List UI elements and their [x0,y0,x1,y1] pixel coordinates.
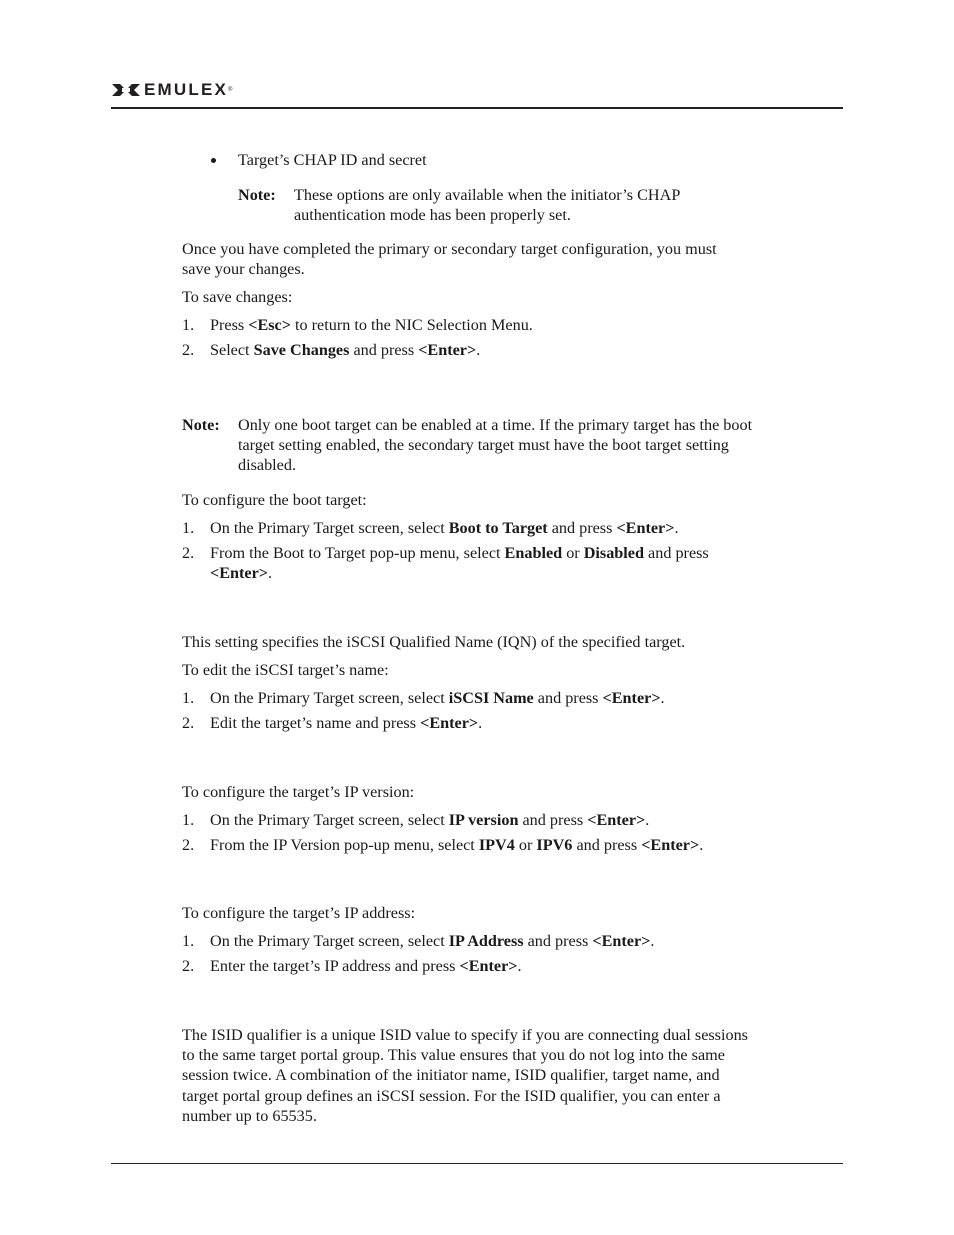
note-text: These options are only available when the initiator’s CHAP [294,186,681,204]
note-label: Note: [238,186,276,204]
logo-trademark: ® [228,87,233,93]
procedure-lead: To configure the target’s IP address: [182,904,416,922]
note-label: Note: [182,416,220,434]
paragraph: number up to 65535. [182,1107,317,1125]
step-number: 1. [182,689,195,707]
note-text: authentication mode has been properly set. [294,206,571,224]
note-text: target setting enabled, the secondary target must have the boot target setting [238,436,729,454]
step-number: 2. [182,957,195,975]
step-number: 1. [182,519,195,537]
step-number: 2. [182,544,195,562]
step-number: 2. [182,836,195,854]
step-number: 2. [182,341,195,359]
list-item: Target’s CHAP ID and secret [238,151,427,169]
paragraph: session twice. A combination of the initiator name, ISID qualifier, target name, and [182,1066,720,1084]
paragraph: Once you have completed the primary or secondary target configuration, you must [182,240,717,258]
bullet-icon [211,158,216,163]
step-text: <Enter>. [210,564,273,582]
step-text: On the Primary Target screen, select IP version and press <Enter>. [210,811,650,829]
emulex-logo [111,80,232,100]
note-text: disabled. [238,456,296,474]
emulex-mark-icon [111,82,141,98]
procedure-lead: To configure the boot target: [182,491,367,509]
paragraph: This setting specifies the iSCSI Qualified Name (IQN) of the specified target. [182,633,686,651]
procedure-lead: To configure the target’s IP version: [182,783,415,801]
step-number: 1. [182,316,195,334]
procedure-lead: To save changes: [182,288,293,306]
procedure-lead: To edit the iSCSI target’s name: [182,661,389,679]
paragraph: save your changes. [182,260,305,278]
step-text: Select Save Changes and press <Enter>. [210,341,481,359]
step-text: Edit the target’s name and press <Enter>. [210,714,483,732]
header-rule [111,107,843,109]
step-text: Enter the target’s IP address and press <Enter>. [210,957,522,975]
step-number: 1. [182,932,195,950]
paragraph: The ISID qualifier is a unique ISID value to specify if you are connecting dual sessions [182,1026,748,1044]
paragraph: target portal group defines an iSCSI session. For the ISID qualifier, you can enter a [182,1087,721,1105]
step-text: Press <Esc> to return to the NIC Selection Menu. [210,316,533,334]
step-number: 1. [182,811,195,829]
step-text: On the Primary Target screen, select IP Address and press <Enter>. [210,932,655,950]
step-text: From the Boot to Target pop-up menu, select Enabled or Disabled and press [210,544,709,562]
footer-rule [111,1163,843,1164]
logo-text: EMULEX [144,80,229,99]
step-text: On the Primary Target screen, select iSCSI Name and press <Enter>. [210,689,665,707]
step-text: From the IP Version pop-up menu, select IPV4 or IPV6 and press <Enter>. [210,836,704,854]
paragraph: to the same target portal group. This value ensures that you do not log into the same [182,1046,725,1064]
step-text: On the Primary Target screen, select Boot to Target and press <Enter>. [210,519,679,537]
note-text: Only one boot target can be enabled at a time. If the primary target has the boot [238,416,753,434]
step-number: 2. [182,714,195,732]
